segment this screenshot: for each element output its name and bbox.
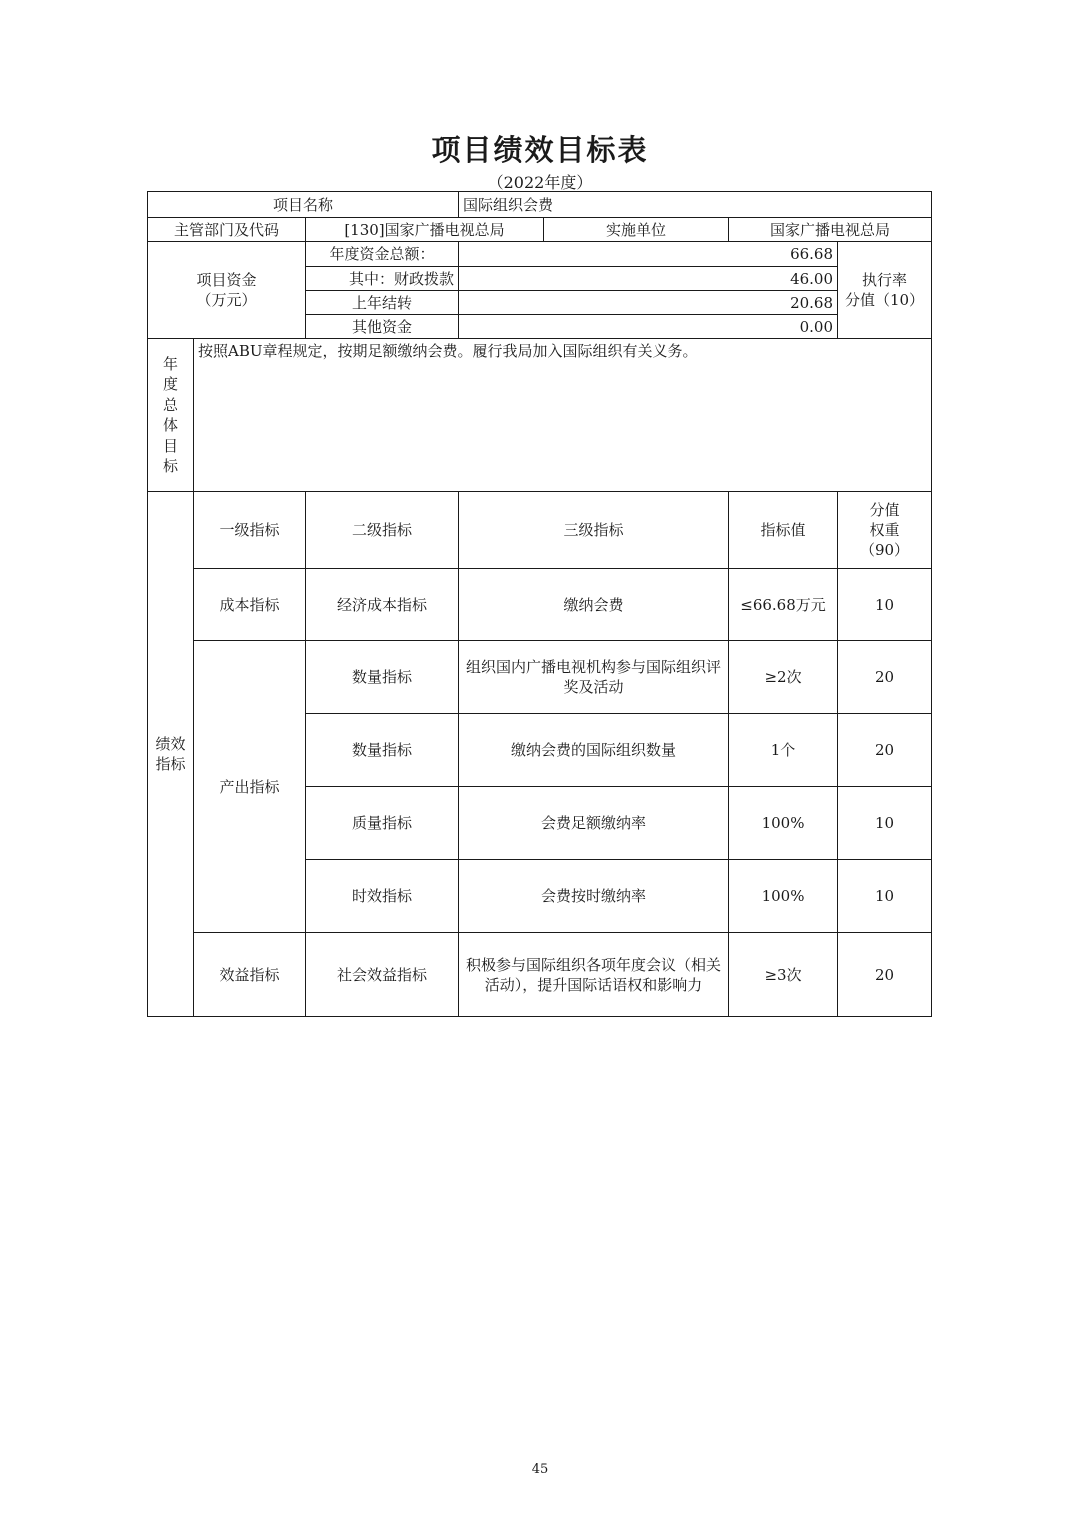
indicator-level2: 数量指标 <box>306 714 459 787</box>
indicator-value: ≥2次 <box>729 641 838 714</box>
indicator-row <box>148 569 932 641</box>
performance-target-table <box>147 191 932 1017</box>
funds-row-value: 66.68 <box>459 242 838 267</box>
header-weight-line3: （90） <box>859 541 910 559</box>
project-name-row <box>148 192 932 218</box>
project-name-label: 项目名称 <box>148 192 459 218</box>
goal-label-char: 标 <box>162 457 178 475</box>
header-weight <box>838 492 932 569</box>
indicator-weight: 10 <box>838 569 932 641</box>
header-weight-line2: 权重 <box>869 521 900 539</box>
indicator-level3: 缴纳会费的国际组织数量 <box>459 714 729 787</box>
implementing-unit-value: 国家广播电视总局 <box>729 218 932 242</box>
indicator-row <box>148 933 932 1017</box>
header-weight-line1: 分值 <box>869 501 900 519</box>
goal-label-char: 年 <box>162 354 178 373</box>
output-indicator-label: 产出指标 <box>194 641 306 933</box>
indicator-weight: 10 <box>838 787 932 860</box>
funds-label-line2: （万元） <box>196 291 257 309</box>
indicator-section-label <box>148 492 194 1017</box>
department-row <box>148 218 932 242</box>
goal-label-char: 目 <box>162 436 178 455</box>
indicator-value: 100% <box>729 860 838 933</box>
indicator-level3: 会费按时缴纳率 <box>459 860 729 933</box>
execution-rate-line1: 执行率 <box>862 271 908 289</box>
execution-rate-line2: 分值（10） <box>844 291 925 309</box>
goal-label-char: 度 <box>162 375 178 393</box>
funds-row-value: 20.68 <box>459 291 838 315</box>
annual-goal-row <box>148 339 932 492</box>
funds-row-value: 0.00 <box>459 315 838 339</box>
indicator-header-row <box>148 492 932 569</box>
indicator-level2: 质量指标 <box>306 787 459 860</box>
department-label: 主管部门及代码 <box>148 218 306 242</box>
indicator-weight: 20 <box>838 641 932 714</box>
indicator-level3: 会费足额缴纳率 <box>459 787 729 860</box>
indicator-row <box>148 641 932 714</box>
indicator-weight: 20 <box>838 933 932 1017</box>
page-number: 45 <box>531 1462 549 1477</box>
indicator-section-line1: 绩效 <box>155 735 186 753</box>
goal-label-char: 总 <box>162 395 178 414</box>
indicator-section-line2: 指标 <box>155 755 186 773</box>
funds-row <box>148 242 932 267</box>
execution-rate-score <box>838 242 932 339</box>
implementing-unit-label: 实施单位 <box>544 218 729 242</box>
indicator-level3: 缴纳会费 <box>459 569 729 641</box>
indicator-level2: 数量指标 <box>306 641 459 714</box>
page-title: 项目绩效目标表 <box>431 133 649 167</box>
header-value: 指标值 <box>729 492 838 569</box>
funds-row-label: 年度资金总额： <box>306 242 459 267</box>
indicator-weight: 10 <box>838 860 932 933</box>
header-level2: 二级指标 <box>306 492 459 569</box>
indicator-level3: 组织国内广播电视机构参与国际组织评奖及活动 <box>459 641 729 714</box>
department-value: [130]国家广播电视总局 <box>306 218 544 242</box>
indicator-level2: 经济成本指标 <box>306 569 459 641</box>
funds-row-value: 46.00 <box>459 267 838 291</box>
indicator-value: 1个 <box>729 714 838 787</box>
indicator-level3: 积极参与国际组织各项年度会议（相关活动），提升国际话语权和影响力 <box>459 933 729 1017</box>
funds-label-line1: 项目资金 <box>196 271 257 289</box>
header-level1: 一级指标 <box>194 492 306 569</box>
funds-row-label: 上年结转 <box>306 291 459 315</box>
funds-row-label: 其他资金 <box>306 315 459 339</box>
indicator-value: 100% <box>729 787 838 860</box>
project-name-value: 国际组织会费 <box>459 192 932 218</box>
indicator-level2: 时效指标 <box>306 860 459 933</box>
indicator-level2: 社会效益指标 <box>306 933 459 1017</box>
indicator-value: ≤66.68万元 <box>729 569 838 641</box>
indicator-weight: 20 <box>838 714 932 787</box>
cost-indicator-label: 成本指标 <box>194 569 306 641</box>
header-level3: 三级指标 <box>459 492 729 569</box>
annual-goal-label <box>148 339 194 492</box>
indicator-value: ≥3次 <box>729 933 838 1017</box>
page-subtitle: （2022年度） <box>487 173 593 192</box>
funds-label <box>148 242 306 339</box>
goal-label-char: 体 <box>162 416 178 434</box>
benefit-indicator-label: 效益指标 <box>194 933 306 1017</box>
annual-goal-text: 按照ABU章程规定，按期足额缴纳会费。履行我局加入国际组织有关义务。 <box>194 339 932 492</box>
funds-row-label: 其中：财政拨款 <box>306 267 459 291</box>
